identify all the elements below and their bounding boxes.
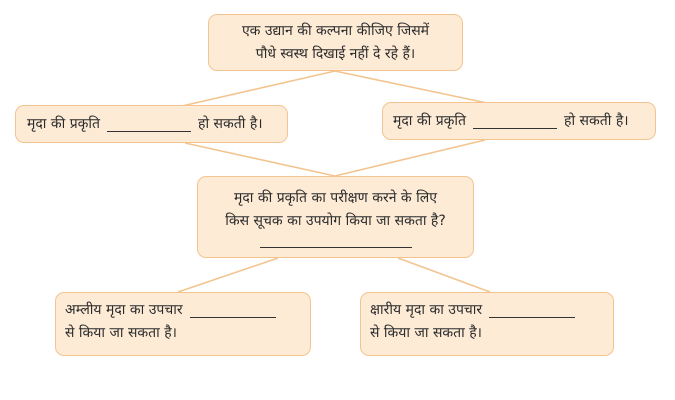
garden-scenario-line-1: एक उद्यान की कल्पना कीजिए जिसमें xyxy=(241,22,430,39)
indicator-answer-blank[interactable] xyxy=(260,235,412,248)
soil-nature-right-prefix: मृदा की प्रकृति xyxy=(393,112,467,129)
soil-nature-left-box xyxy=(15,105,288,143)
alkaline-soil-treatment-blank[interactable] xyxy=(489,303,575,318)
connector-middle-to-bottom-right xyxy=(398,258,490,292)
acidic-soil-treatment-line-2: से किया जा सकता है। xyxy=(65,325,177,341)
acidic-soil-treatment-blank[interactable] xyxy=(190,303,276,318)
soil-nature-right-box xyxy=(382,102,656,140)
acidic-soil-treatment-line-1: अम्लीय मृदा का उपचार xyxy=(65,302,183,318)
indicator-question-box xyxy=(197,176,474,258)
soil-nature-left-prefix: मृदा की प्रकृति xyxy=(27,115,101,132)
alkaline-soil-treatment-line-1: क्षारीय मृदा का उपचार xyxy=(370,302,483,318)
connector-top-to-left xyxy=(182,71,335,106)
garden-scenario-line-2: पौधे स्वस्थ दिखाई नहीं दे रहे हैं। xyxy=(255,45,416,62)
alkaline-soil-treatment-box xyxy=(360,292,614,356)
connector-top-to-right xyxy=(335,71,487,103)
acidic-soil-treatment-box xyxy=(55,292,311,356)
indicator-question-line-2: किस सूचक का उपयोग किया जा सकता है? xyxy=(225,212,446,229)
connector-right-to-middle xyxy=(335,140,485,176)
soil-nature-left-blank[interactable] xyxy=(107,117,191,132)
soil-nature-right-blank[interactable] xyxy=(473,114,557,129)
connector-left-to-middle xyxy=(185,143,335,176)
indicator-question-line-1: मृदा की प्रकृति का परीक्षण करने के लिए xyxy=(234,189,437,206)
soil-nature-left-suffix: हो सकती है। xyxy=(198,115,263,132)
alkaline-soil-treatment-line-2: से किया जा सकता है। xyxy=(370,325,482,341)
connector-middle-to-bottom-left xyxy=(178,258,278,292)
garden-scenario-box xyxy=(208,14,463,71)
soil-nature-right-suffix: हो सकती है। xyxy=(564,112,629,129)
